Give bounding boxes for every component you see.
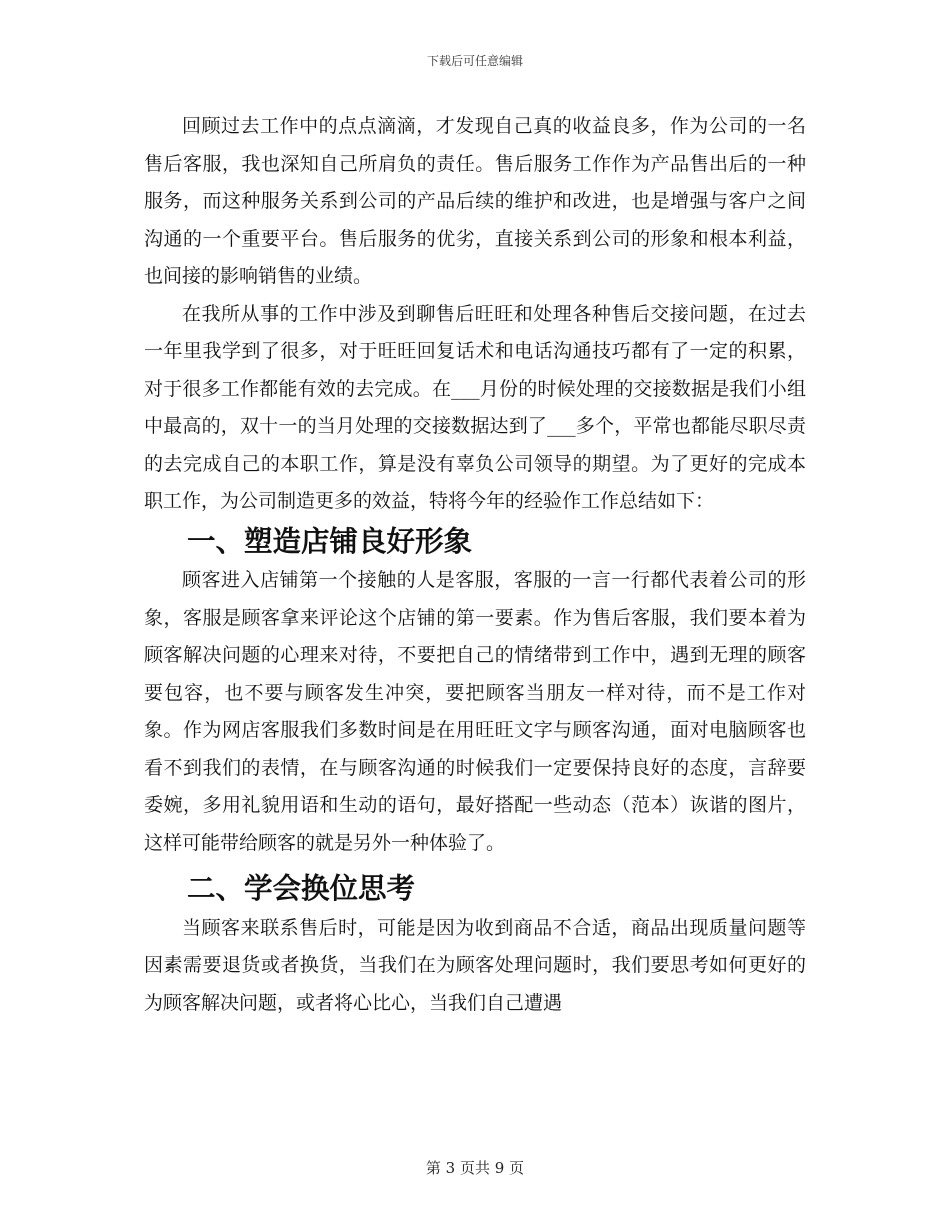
document-body	[144, 108, 806, 1022]
paragraph-empathy: 当顾客来联系售后时，可能是因为收到商品不合适，商品出现质量问题等因素需要退货或者换货，当我们在为顾客处理问题时，我们要思考如何更好的为顾客解决问题，或者将心比心，当我们自己遭遇	[144, 916, 806, 1014]
paragraph-intro: 回顾过去工作中的点点滴滴，才发现自己真的收益良多，作为公司的一名售后客服，我也深知自己所肩负的责任。售后服务工作作为产品售出后的一种服务，而这种服务关系到公司的产品后续的维护和改进，也是增强与客户之间沟通的一个重要平台。售后服务的优劣，直接关系到公司的形象和根本利益，也间接的影响销售的业绩。	[144, 115, 806, 287]
section-heading-empathy: 二、学会换位思考	[187, 871, 416, 905]
section-heading-store-image: 一、塑造店铺良好形象	[187, 523, 473, 558]
paragraph-work-summary: 在我所从事的工作中涉及到聊售后旺旺和处理各种售后交接问题，在过去一年里我学到了很多，对于旺旺回复话术和电话沟通技巧都有了一定的积累，对于很多工作都能有效的去完成。在___月份的时候处理的交接数据是我们小组中最高的，双十一的当月处理的交接数据达到了___多个，平常也都能尽职尽责的去完成自己的本职工作，算是没有辜负公司领导的期望。为了更好的完成本职工作，为公司制造更多的效益，特将今年的经验作工作总结如下：	[144, 302, 806, 512]
page-header: 下载后可任意编辑	[426, 54, 523, 68]
page-footer: 第 3 页共 9 页	[425, 1159, 525, 1177]
paragraph-store-image: 顾客进入店铺第一个接触的人是客服，客服的一言一行都代表着公司的形象，客服是顾客拿来评论这个店铺的第一要素。作为售后客服，我们要本着为顾客解决问题的心理来对待，不要把自己的情绪带到工作中，遇到无理的顾客要包容，也不要与顾客发生冲突，要把顾客当朋友一样对待，而不是工作对象。作为网店客服我们多数时间是在用旺旺文字与顾客沟通，面对电脑顾客也看不到我们的表情，在与顾客沟通的时候我们一定要保持良好的态度，言辞要委婉，多用礼貌用语和生动的语句，最好搭配一些动态（范本）诙谐的图片，这样可能带给顾客的就是另外一种体验了。	[144, 569, 806, 854]
